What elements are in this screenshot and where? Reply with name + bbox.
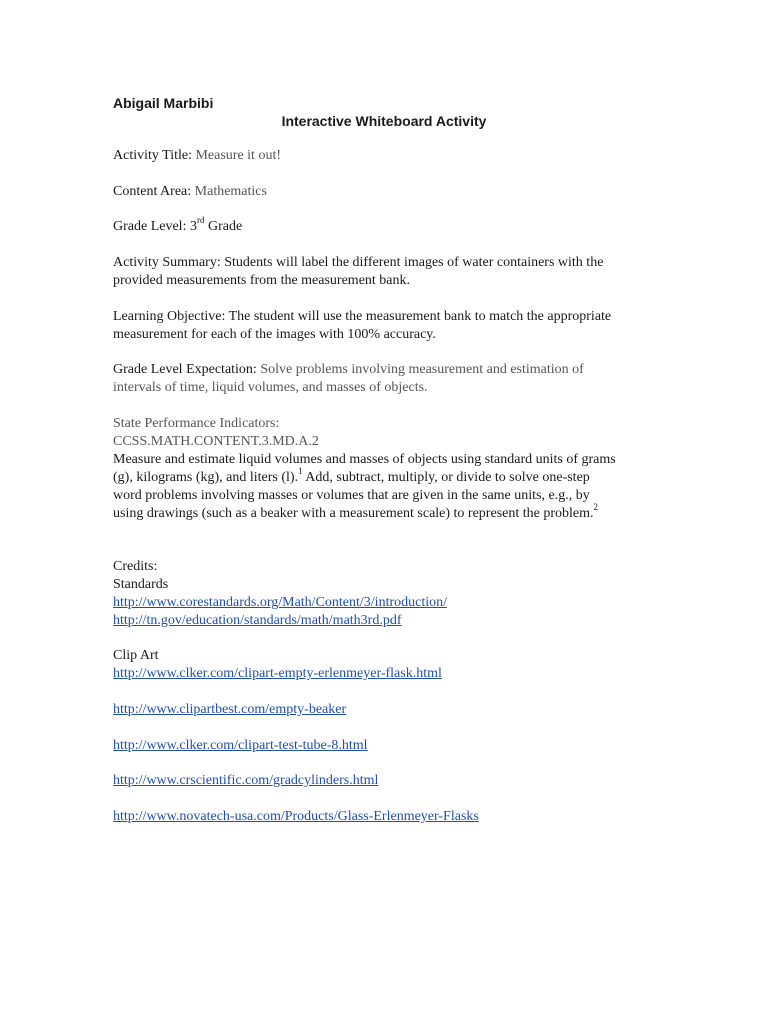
indicators-label: State Performance Indicators: <box>113 416 280 431</box>
grade-level-line <box>113 215 243 236</box>
activity-title-value: Measure it out! <box>195 148 281 163</box>
standards-link-tn-gov[interactable]: http://tn.gov/education/standards/math/math3rd.pdf <box>113 613 402 628</box>
grade-level-value: Grade <box>207 219 243 234</box>
grade-level-label: Grade Level: <box>113 219 187 234</box>
summary-line-2: provided measurements from the measurement bank. <box>113 273 411 288</box>
standards-label: Standards <box>113 577 169 592</box>
expectation-text-1: Solve problems involving measurement and estimation of <box>260 362 584 377</box>
objective-line-2: measurement for each of the images with 100% accuracy. <box>113 327 436 342</box>
expectation-line-2: intervals of time, liquid volumes, and masses of objects. <box>113 380 428 395</box>
clipart-link-grad-cylinders[interactable]: http://www.crscientific.com/gradcylinders.html <box>113 773 379 788</box>
indicators-line-4 <box>113 502 598 523</box>
content-area-label: Content Area: <box>113 184 192 199</box>
grade-level-suffix: rd <box>196 215 205 226</box>
content-area-value: Mathematics <box>194 184 267 199</box>
indicators-line-4-text: using drawings (such as a beaker with a measurement scale) to represent the problem. <box>113 506 594 521</box>
indicators-code: CCSS.MATH.CONTENT.3.MD.A.2 <box>113 434 319 449</box>
clipart-link-empty-beaker[interactable]: http://www.clipartbest.com/empty-beaker <box>113 702 347 717</box>
activity-title-line <box>113 147 281 165</box>
indicators-line-2b: Add, subtract, multiply, or divide to solve one-step <box>302 470 590 485</box>
expectation-label: Grade Level Expectation: <box>113 362 257 377</box>
credits-label: Credits: <box>113 559 158 574</box>
footnote-2: 2 <box>593 502 598 513</box>
activity-title-label: Activity Title: <box>113 148 192 163</box>
document-title <box>0 112 768 130</box>
clipart-link-test-tube[interactable]: http://www.clker.com/clipart-test-tube-8.html <box>113 738 368 753</box>
standards-link-corestandards[interactable]: http://www.corestandards.org/Math/Content/3/introduction/ <box>113 595 448 610</box>
grade-level-number: 3 <box>189 219 197 234</box>
clipart-link-erlenmeyer-flask[interactable]: http://www.clker.com/clipart-empty-erlenmeyer-flask.html <box>113 666 442 681</box>
document-title-text: Interactive Whiteboard Activity <box>281 113 487 129</box>
clipart-label: Clip Art <box>113 648 159 663</box>
content-area-line <box>113 183 267 201</box>
clipart-link-glass-flasks[interactable]: http://www.novatech-usa.com/Products/Glass-Erlenmeyer-Flasks <box>113 809 479 824</box>
indicators-line-1: Measure and estimate liquid volumes and masses of objects using standard units of grams <box>113 452 616 467</box>
indicators-line-3: word problems involving masses or volumes that are given in the same units, e.g., by <box>113 488 590 503</box>
summary-line-1: Activity Summary: Students will label the different images of water containers with the <box>113 255 604 270</box>
author-name: Abigail Marbibi <box>113 95 214 111</box>
objective-line-1: Learning Objective: The student will use the measurement bank to match the appropriate <box>113 309 612 324</box>
indicators-line-2a: (g), kilograms (kg), and liters (l). <box>113 470 299 485</box>
expectation-line-1 <box>113 361 584 379</box>
footnote-1: 1 <box>298 466 303 477</box>
indicators-line-2 <box>113 466 590 487</box>
